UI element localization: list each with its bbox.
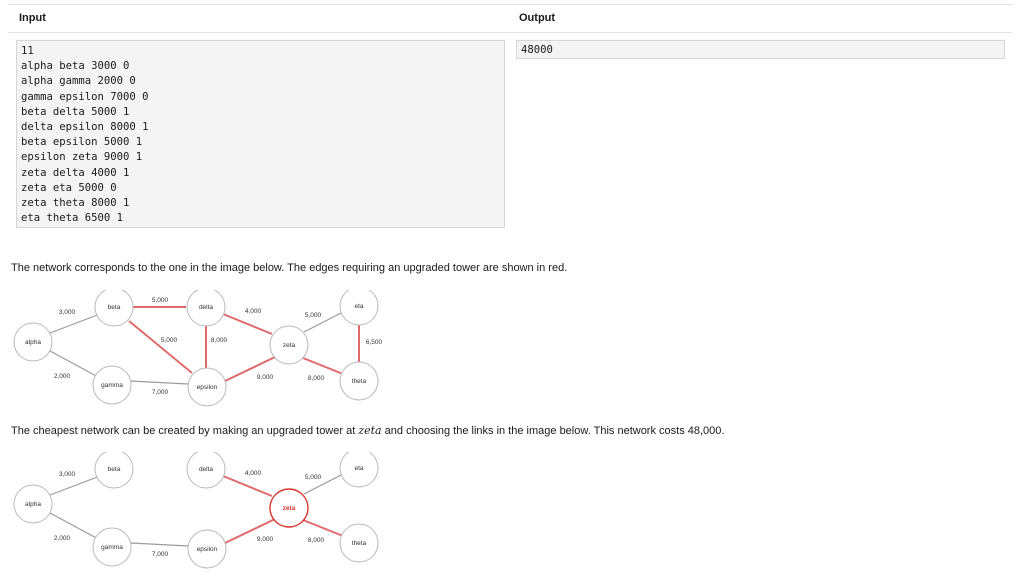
node-label: theta <box>351 378 367 385</box>
variable-zeta: zeta <box>358 424 382 437</box>
node-label: beta <box>107 466 121 473</box>
edge-label: 5,000 <box>304 474 322 481</box>
input-box <box>16 40 505 228</box>
edge-label: 9,000 <box>256 374 274 381</box>
edge-label: 3,000 <box>58 471 76 478</box>
edge-label: 9,000 <box>256 536 274 543</box>
edge-label: 6,500 <box>365 339 383 346</box>
edge-label: 5,000 <box>151 297 169 304</box>
paragraph-cheapest <box>11 424 724 437</box>
output-value: 48000 <box>521 44 553 56</box>
node-label: eta <box>354 465 364 472</box>
paragraph-network: The network corresponds to the one in the image below. The edges requiring an upgraded tower are shown in red. <box>11 262 568 274</box>
node-label: delta <box>198 466 214 473</box>
node-label: alpha <box>25 501 41 508</box>
node-label: theta <box>351 540 367 547</box>
node-label: epsilon <box>196 546 218 553</box>
edge-label: 2,000 <box>53 535 71 542</box>
input-line: zeta delta 4000 1 <box>21 166 130 179</box>
node-label: zeta <box>282 505 296 512</box>
edge-alpha-beta <box>50 476 100 495</box>
header-divider <box>8 32 1012 33</box>
output-header: Output <box>519 12 556 24</box>
edge-label: 4,000 <box>244 470 262 477</box>
input-line: alpha beta 3000 0 <box>21 60 130 73</box>
network-diagram <box>0 290 400 410</box>
edge-gamma-epsilon <box>131 381 188 384</box>
node-label: beta <box>107 304 121 311</box>
input-line: epsilon zeta 9000 1 <box>21 151 143 164</box>
edge-label: 4,000 <box>244 308 262 315</box>
input-line: alpha gamma 2000 0 <box>21 75 136 88</box>
input-line: beta epsilon 5000 1 <box>21 136 143 149</box>
edge-zeta-delta <box>223 314 272 334</box>
node-label: gamma <box>101 544 123 551</box>
input-line: 11 <box>21 45 34 57</box>
output-box <box>516 40 1005 59</box>
edge-label: 3,000 <box>58 309 76 316</box>
input-line: beta delta 5000 1 <box>21 105 130 118</box>
edge-label: 7,000 <box>151 551 169 558</box>
edge-zeta-delta <box>223 476 272 496</box>
edge-label: 7,000 <box>151 389 169 396</box>
edge-label: 5,000 <box>304 312 322 319</box>
input-line: zeta theta 8000 1 <box>21 196 130 209</box>
edge-gamma-epsilon <box>131 543 188 546</box>
input-line: eta theta 6500 1 <box>21 212 124 225</box>
node-label: zeta <box>282 342 296 349</box>
node-label: epsilon <box>196 384 218 391</box>
edge-zeta-theta <box>303 520 343 536</box>
node-label: alpha <box>25 339 41 346</box>
node-label: gamma <box>101 382 123 389</box>
paragraph-text: and choosing the links in the image below. This network costs 48,000. <box>381 425 725 437</box>
node-label: delta <box>198 304 214 311</box>
input-line: zeta eta 5000 0 <box>21 181 117 194</box>
cheapest-network-diagram <box>0 452 400 572</box>
edge-zeta-theta <box>303 358 343 374</box>
edge-beta-epsilon <box>129 321 192 373</box>
paragraph-text: The cheapest network can be created by making an upgraded tower at <box>11 425 359 437</box>
edge-label: 5,000 <box>160 337 178 344</box>
input-header: Input <box>19 12 46 24</box>
input-line: gamma epsilon 7000 0 <box>21 90 149 103</box>
edge-label: 8,000 <box>210 337 228 344</box>
edge-alpha-beta <box>50 314 100 333</box>
node-label: eta <box>354 303 364 310</box>
edge-label: 8,000 <box>307 375 325 382</box>
top-divider <box>8 4 1012 5</box>
edge-label: 2,000 <box>53 373 71 380</box>
input-line: delta epsilon 8000 1 <box>21 120 149 133</box>
edge-label: 8,000 <box>307 537 325 544</box>
